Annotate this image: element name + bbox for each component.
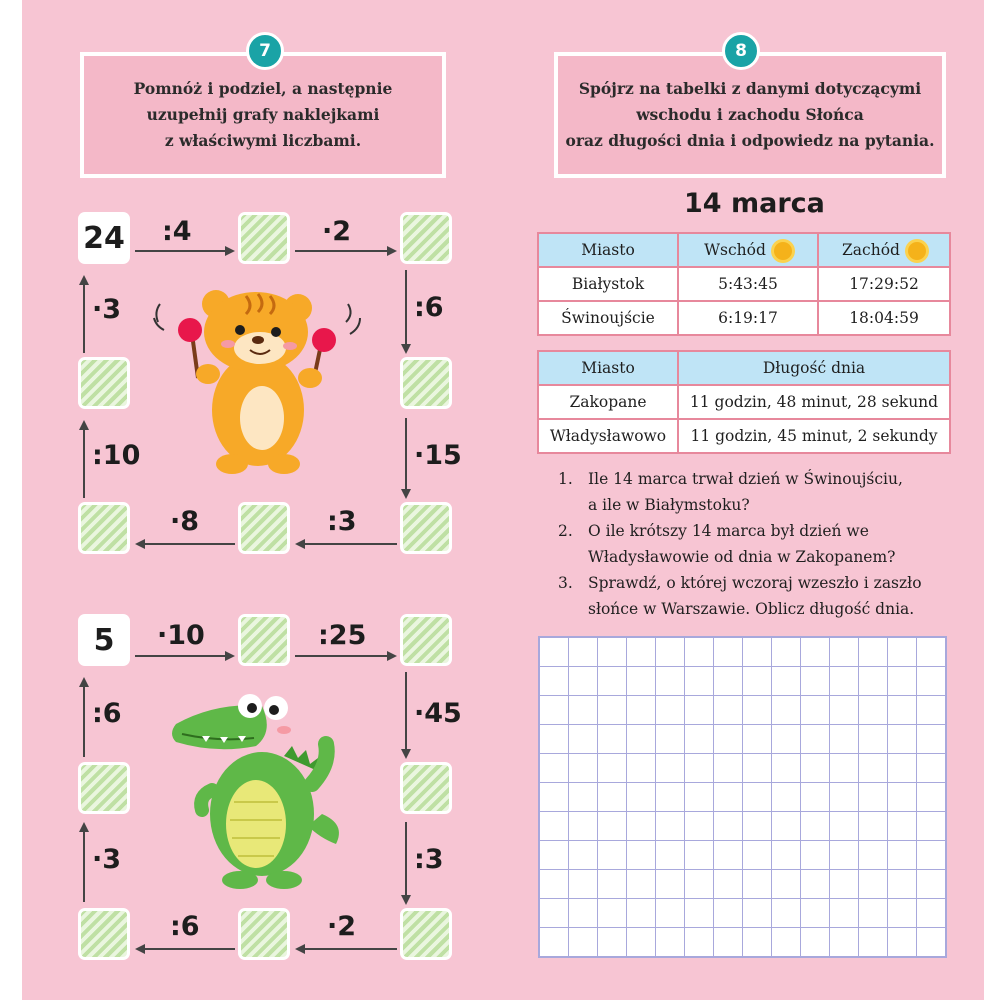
graph-1-start-number: 24 [78, 212, 130, 264]
arrow-head [387, 246, 397, 256]
sticker-slot[interactable] [400, 357, 452, 409]
crocodile-illustration [172, 686, 352, 890]
arrow-line [405, 822, 407, 895]
table-cell: 11 godzin, 45 minut, 2 sekundy [678, 419, 950, 453]
arrow-head [79, 275, 89, 285]
arrow-line [405, 270, 407, 344]
graph-1-op-bottom-2: ·8 [170, 506, 200, 537]
arrow-head [401, 895, 411, 905]
sun-icon [774, 242, 792, 260]
table-cell: 18:04:59 [818, 301, 950, 335]
date-heading: 14 marca [684, 188, 825, 219]
arrow-head [225, 246, 235, 256]
column-header-sunrise: Wschód [678, 233, 818, 267]
graph-1-op-right-1: :6 [414, 292, 444, 323]
graph-2-start-number: 5 [78, 614, 130, 666]
arrow-line [305, 948, 397, 950]
table-cell: Zakopane [538, 385, 678, 419]
arrow-head [135, 944, 145, 954]
sticker-slot[interactable] [78, 502, 130, 554]
graph-2-op-bottom-2: :6 [170, 911, 200, 942]
sticker-slot[interactable] [78, 908, 130, 960]
table-cell: 5:43:45 [678, 267, 818, 301]
arrow-head [135, 539, 145, 549]
question-item: 3. Sprawdź, o której wczoraj wzeszło i zaszło słońce w Warszawie. Oblicz długość dnia. [558, 574, 922, 618]
arrow-head [79, 677, 89, 687]
arrow-line [305, 543, 397, 545]
arrow-line [145, 543, 235, 545]
table-cell: Władysławowo [538, 419, 678, 453]
question-item: 2. O ile krótszy 14 marca był dzień we Władysławowie od dnia w Zakopanem? [558, 522, 896, 566]
graph-1-op-bottom-1: :3 [327, 506, 357, 537]
graph-1-op-top-2: ·2 [322, 216, 352, 247]
arrow-line [405, 672, 407, 749]
arrow-line [83, 687, 85, 757]
workbook-page [22, 0, 984, 1000]
table-cell: Białystok [538, 267, 678, 301]
sticker-slot[interactable] [238, 614, 290, 666]
arrow-line [145, 948, 235, 950]
table-cell: 6:19:17 [678, 301, 818, 335]
sun-icon [908, 242, 926, 260]
sticker-slot[interactable] [78, 357, 130, 409]
sticker-slot[interactable] [78, 762, 130, 814]
table-header-row [538, 233, 950, 267]
arrow-head [79, 822, 89, 832]
sticker-slot[interactable] [238, 212, 290, 264]
column-header: Miasto [538, 351, 678, 385]
graph-1-op-top-1: :4 [162, 216, 192, 247]
arrow-head [225, 651, 235, 661]
table-cell: 17:29:52 [818, 267, 950, 301]
sticker-slot[interactable] [400, 502, 452, 554]
tiger-illustration [150, 282, 370, 482]
arrow-line [135, 250, 225, 252]
graph-2-op-bottom-1: ·2 [327, 911, 357, 942]
task-8-badge: 8 [722, 32, 760, 70]
arrow-line [295, 250, 387, 252]
arrow-line [135, 655, 225, 657]
sticker-slot[interactable] [238, 908, 290, 960]
task-8-instruction-box [554, 52, 946, 178]
graph-2-op-right-1: ·45 [414, 698, 462, 729]
table-cell: 11 godzin, 48 minut, 28 sekund [678, 385, 950, 419]
task-7-badge: 7 [246, 32, 284, 70]
table-header-row [538, 351, 950, 385]
sunrise-sunset-table [537, 232, 951, 336]
arrow-head [295, 944, 305, 954]
arrow-head [401, 749, 411, 759]
arrow-line [405, 418, 407, 489]
graph-1-op-right-2: ·15 [414, 440, 462, 471]
arrow-head [401, 344, 411, 354]
graph-2-op-left-1: ·3 [92, 844, 122, 875]
arrow-head [401, 489, 411, 499]
sticker-slot[interactable] [400, 614, 452, 666]
task-7-instruction: Pomnóż i podziel, a następnie uzupełnij grafy naklejkami z właściwymi liczbami. [133, 79, 393, 150]
graph-2-op-top-2: :25 [318, 620, 367, 651]
graph-2-op-left-2: :6 [92, 698, 122, 729]
table-row [538, 267, 950, 301]
table-row [538, 419, 950, 453]
arrow-line [83, 430, 85, 498]
answer-grid[interactable] [538, 636, 947, 958]
task-7-instruction-box [80, 52, 446, 178]
arrow-line [295, 655, 387, 657]
arrow-head [295, 539, 305, 549]
arrow-line [83, 285, 85, 353]
column-header: Miasto [538, 233, 678, 267]
table-row [538, 385, 950, 419]
sticker-slot[interactable] [238, 502, 290, 554]
sticker-slot[interactable] [400, 762, 452, 814]
questions-list [558, 466, 958, 622]
arrow-head [79, 420, 89, 430]
day-length-table [537, 350, 951, 454]
graph-2-op-right-2: :3 [414, 844, 444, 875]
graph-1-op-left-1: :10 [92, 440, 141, 471]
arrow-line [83, 832, 85, 902]
column-header: Długość dnia [678, 351, 950, 385]
graph-1-op-left-2: ·3 [92, 294, 122, 325]
table-row [538, 301, 950, 335]
table-cell: Świnoujście [538, 301, 678, 335]
question-item: 1. Ile 14 marca trwał dzień w Świnoujściu, a ile w Białymstoku? [558, 470, 903, 514]
graph-2-op-top-1: ·10 [157, 620, 205, 651]
sticker-slot[interactable] [400, 908, 452, 960]
column-header-sunset: Zachód [818, 233, 950, 267]
arrow-head [387, 651, 397, 661]
sticker-slot[interactable] [400, 212, 452, 264]
task-8-instruction: Spójrz na tabelki z danymi dotyczącymi wschodu i zachodu Słońca oraz długości dnia i odpowiedz na pytania. [565, 79, 935, 150]
